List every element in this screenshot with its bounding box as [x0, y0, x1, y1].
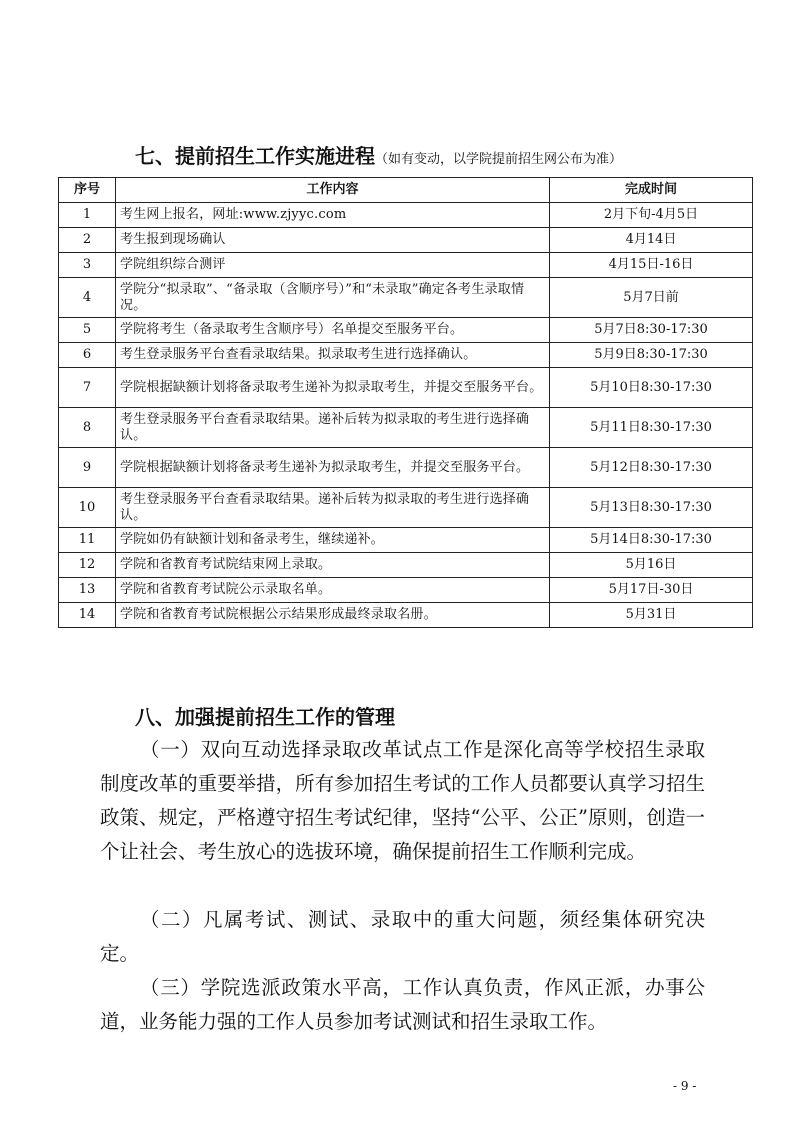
row-time: 2月下旬-4月5日	[550, 203, 753, 228]
row-no: 3	[59, 253, 116, 278]
section-7-heading	[135, 140, 622, 169]
table-header-row	[59, 178, 753, 203]
section-7-title: 七、提前招生工作实施进程	[135, 144, 375, 168]
row-time: 5月12日8:30-17:30	[550, 448, 753, 488]
row-time: 5月11日8:30-17:30	[550, 408, 753, 448]
table-row	[59, 368, 753, 408]
row-content: 学院和省教育考试院公示录取名单。	[116, 578, 550, 603]
row-content: 学院和省教育考试院结束网上录取。	[116, 553, 550, 578]
schedule-table	[58, 177, 753, 628]
row-content: 学院组织综合测评	[116, 253, 550, 278]
table-row	[59, 528, 753, 553]
table-row	[59, 448, 753, 488]
paragraph-1: （一）双向互动选择录取改革试点工作是深化高等学校招生录取制度改革的重要举措，所有参加招生考试的工作人员都要认真学习招生政策、规定，严格遵守招生考试纪律，坚持“公平、公正”原则，创造一个让社会、考生放心的选拔环境，确保提前招生工作顺利完成。	[100, 738, 705, 863]
row-content: 学院将考生（备录取考生含顺序号）名单提交至服务平台。	[116, 318, 550, 343]
row-content: 学院根据缺额计划将备录取考生递补为拟录取考生，并提交至服务平台。	[116, 368, 550, 408]
header-content: 工作内容	[116, 178, 550, 203]
table-row	[59, 343, 753, 368]
header-no: 序号	[59, 178, 116, 203]
row-no: 4	[59, 278, 116, 318]
row-no: 6	[59, 343, 116, 368]
row-content: 学院根据缺额计划将备录考生递补为拟录取考生，并提交至服务平台。	[116, 448, 550, 488]
section-7-note: （如有变动，以学院提前招生网公布为准）	[375, 152, 623, 167]
table-row	[59, 203, 753, 228]
table-row	[59, 603, 753, 628]
row-time: 4月14日	[550, 228, 753, 253]
section-8-heading: 八、加强提前招生工作的管理	[135, 705, 395, 729]
row-content: 考生登录服务平台查看录取结果。拟录取考生进行选择确认。	[116, 343, 550, 368]
row-content: 学院分“拟录取”、“备录取（含顺序号）”和“未录取”确定各考生录取情况。	[116, 278, 550, 318]
row-time: 5月17日-30日	[550, 578, 753, 603]
row-content: 学院如仍有缺额计划和备录考生，继续递补。	[116, 528, 550, 553]
row-no: 12	[59, 553, 116, 578]
table-row	[59, 253, 753, 278]
row-no: 2	[59, 228, 116, 253]
row-no: 14	[59, 603, 116, 628]
table-row	[59, 278, 753, 318]
table-row	[59, 228, 753, 253]
row-time: 5月13日8:30-17:30	[550, 488, 753, 528]
row-no: 1	[59, 203, 116, 228]
row-content: 学院和省教育考试院根据公示结果形成最终录取名册。	[116, 603, 550, 628]
header-time: 完成时间	[550, 178, 753, 203]
row-no: 5	[59, 318, 116, 343]
paragraph-2: （二）凡属考试、测试、录取中的重大问题，须经集体研究决定。	[100, 908, 705, 965]
table-row	[59, 318, 753, 343]
paragraph-3: （三）学院选派政策水平高，工作认真负责，作风正派，办事公道，业务能力强的工作人员参加考试测试和招生录取工作。	[100, 976, 705, 1033]
row-content: 考生登录服务平台查看录取结果。递补后转为拟录取的考生进行选择确认。	[116, 488, 550, 528]
row-time: 5月9日8:30-17:30	[550, 343, 753, 368]
row-content: 考生登录服务平台查看录取结果。递补后转为拟录取的考生进行选择确认。	[116, 408, 550, 448]
table-row	[59, 553, 753, 578]
row-no: 10	[59, 488, 116, 528]
table-row	[59, 578, 753, 603]
table-row	[59, 488, 753, 528]
row-time: 4月15日-16日	[550, 253, 753, 278]
row-no: 8	[59, 408, 116, 448]
row-content: 考生报到现场确认	[116, 228, 550, 253]
row-no: 11	[59, 528, 116, 553]
row-time: 5月7日8:30-17:30	[550, 318, 753, 343]
row-time: 5月10日8:30-17:30	[550, 368, 753, 408]
row-time: 5月14日8:30-17:30	[550, 528, 753, 553]
row-no: 13	[59, 578, 116, 603]
row-time: 5月16日	[550, 553, 753, 578]
row-time: 5月31日	[550, 603, 753, 628]
row-content: 考生网上报名，网址:www.zjyyc.com	[116, 203, 550, 228]
page-number: - 9 -	[673, 1079, 697, 1093]
table-row	[59, 408, 753, 448]
row-no: 7	[59, 368, 116, 408]
row-no: 9	[59, 448, 116, 488]
row-time: 5月7日前	[550, 278, 753, 318]
